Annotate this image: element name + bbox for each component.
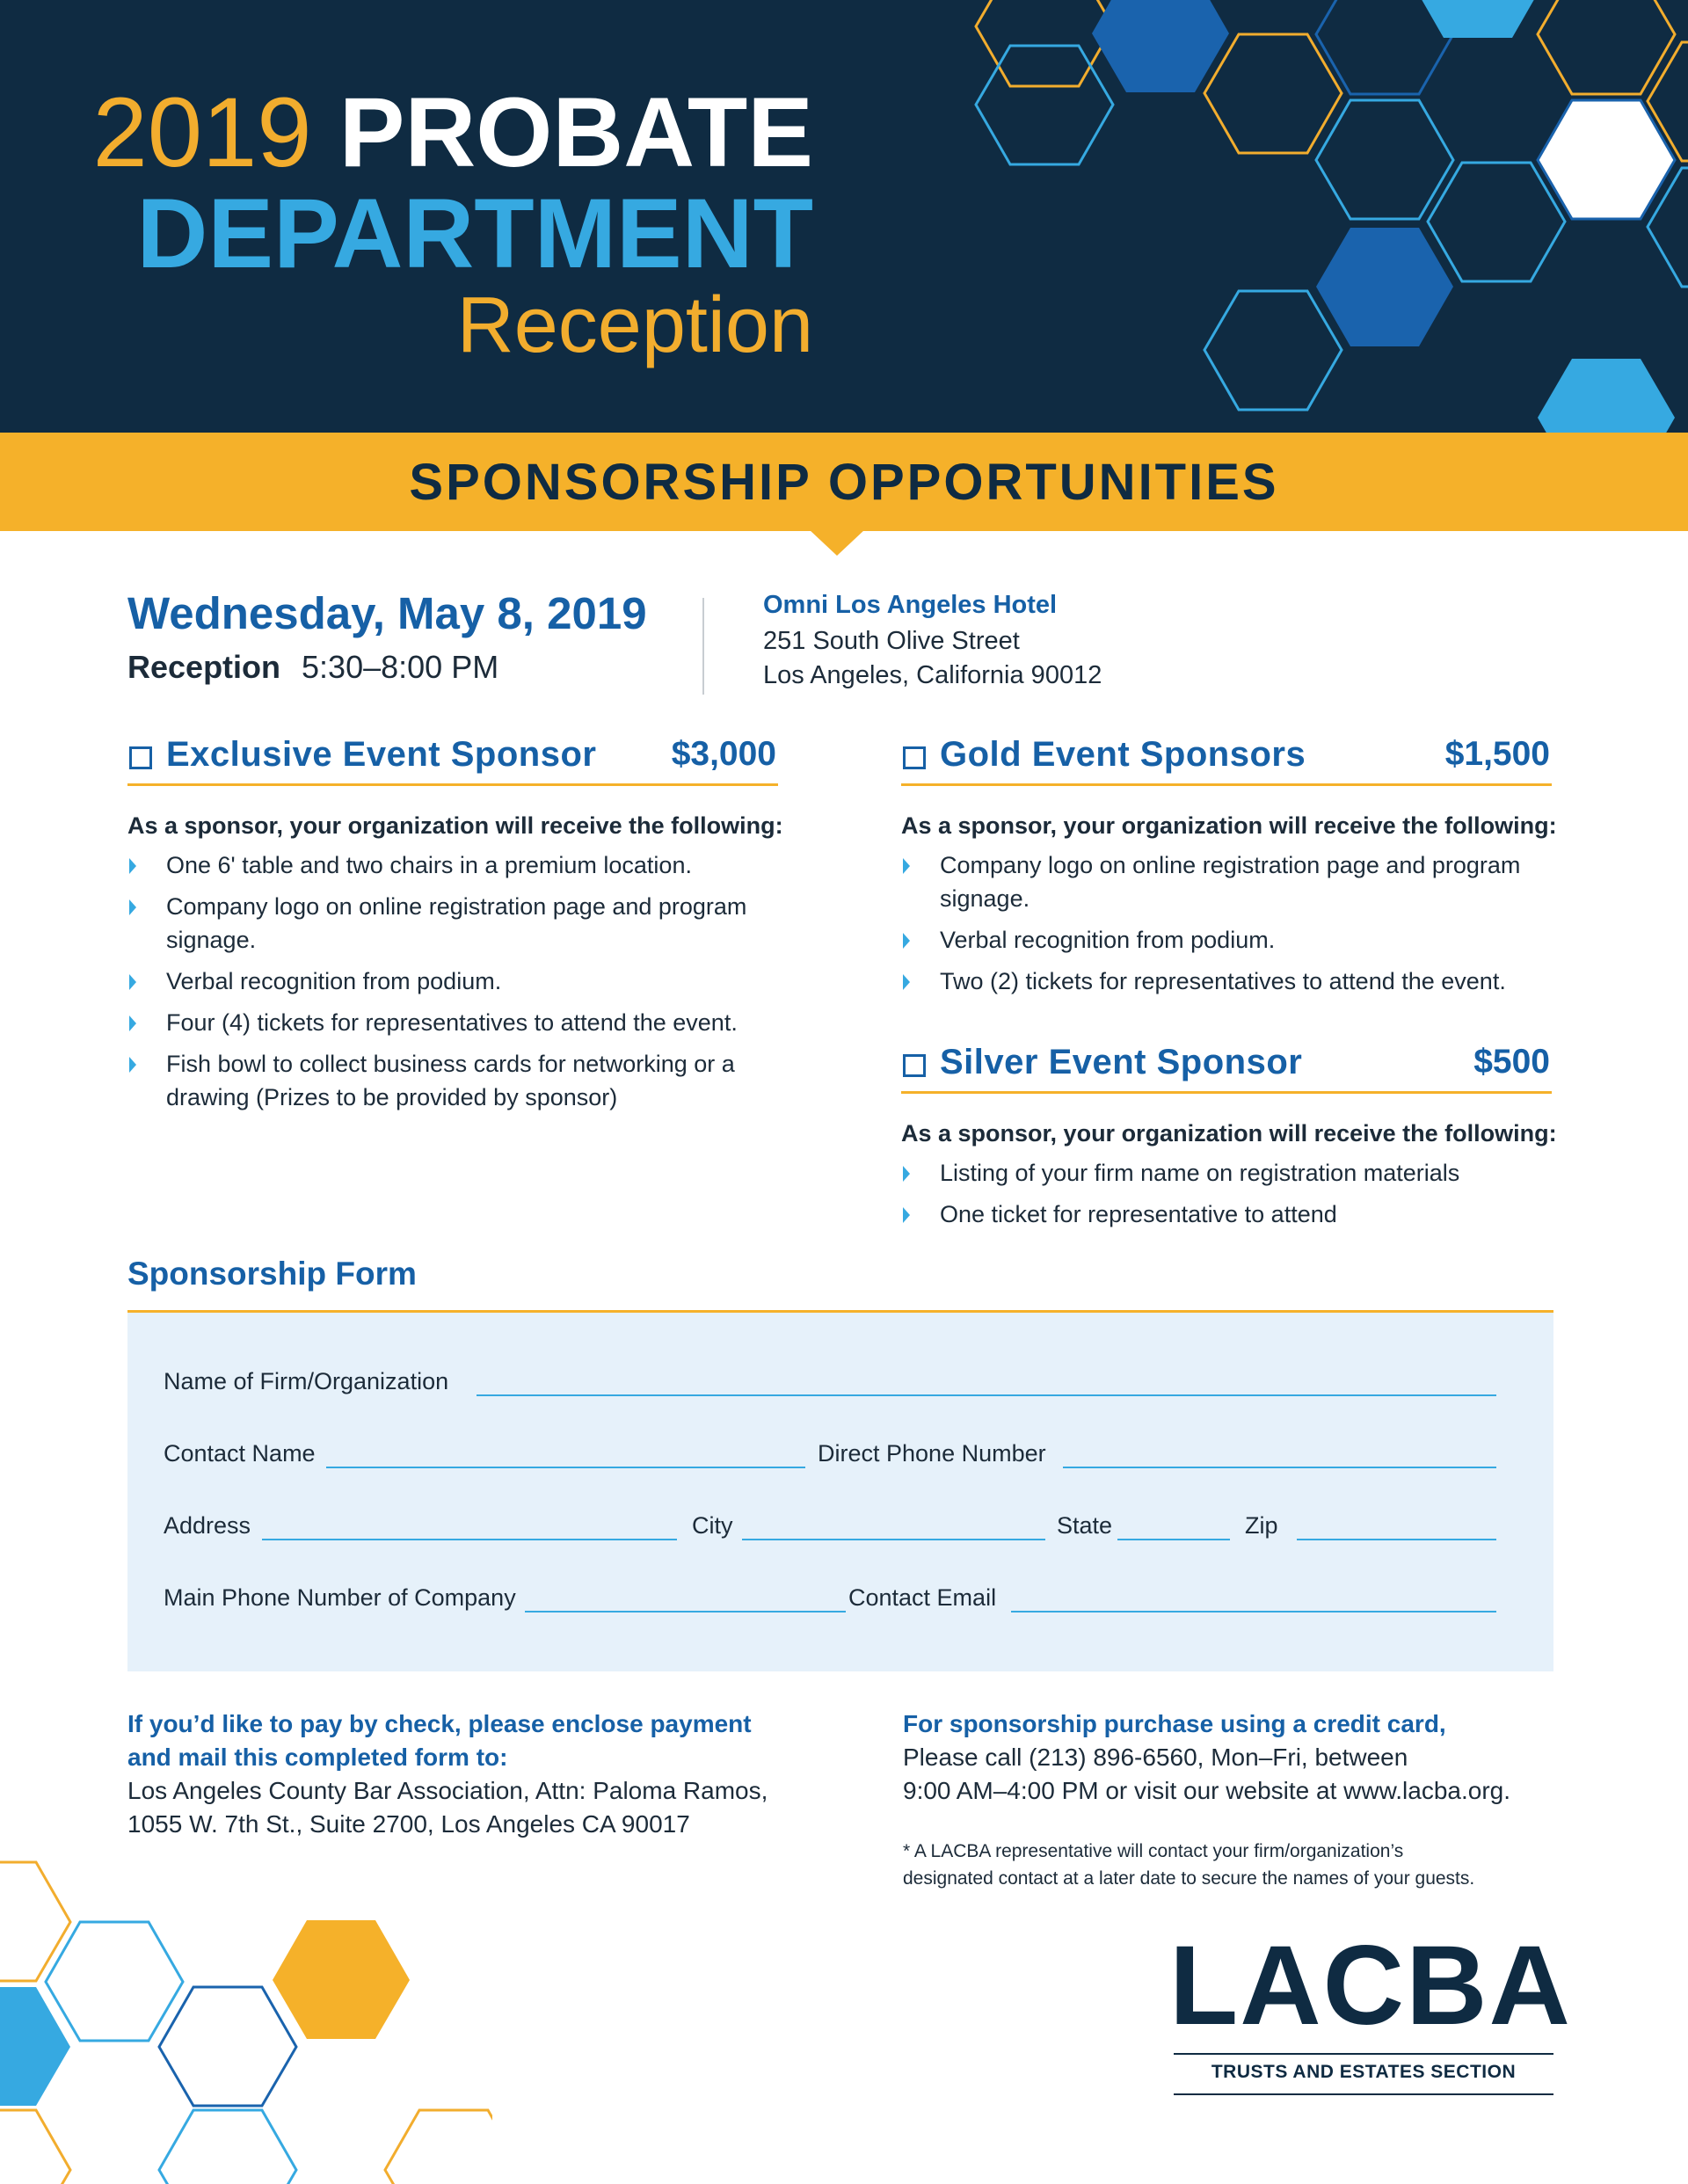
exclusive-checkbox[interactable] [129,746,152,769]
bullet-icon [903,1166,910,1182]
reception-time-line [127,649,498,686]
benefit-item [901,923,1552,957]
bullet-icon [129,974,136,990]
venue-city: Los Angeles, California 90012 [763,661,1102,689]
reception-label: Reception [127,649,281,685]
tier-gold-name: Gold Event Sponsors [940,735,1306,774]
card-heading: For sponsorship purchase using a credit card, [903,1710,1446,1737]
bullet-icon [129,858,136,874]
benefit-text: One 6' table and two chairs in a premium location. [166,852,692,878]
hexagon-top-12 [1204,291,1342,410]
event-date: Wednesday, May 8, 2019 [127,588,647,638]
venue-street: 251 South Olive Street [763,627,1020,655]
logo-subtitle: TRUSTS AND ESTATES SECTION [1211,2062,1517,2082]
contact-name-label: Contact Name [164,1440,316,1467]
bullet-icon [129,1057,136,1073]
benefit-text: Verbal recognition from podium. [940,927,1276,953]
address-input[interactable] [262,1539,677,1540]
check-heading-1: If you’d like to pay by check, please enclose payment [127,1710,752,1737]
hexagon-bottom-6 [0,2110,70,2184]
main-phone-input[interactable] [525,1611,846,1613]
tier-silver-price: $500 [1473,1043,1550,1081]
card-line-2: 9:00 AM–4:00 PM or visit our website at www.lacba.org. [903,1777,1510,1804]
state-input[interactable] [1117,1539,1230,1540]
tier-silver-benefits [901,1156,1552,1231]
hexagon-pattern-bottom [0,1838,492,2184]
bullet-icon [129,1016,136,1031]
bullet-icon [903,858,910,874]
benefit-text: Four (4) tickets for representatives to attend the event. [166,1009,738,1036]
logo-rule-top [1174,2053,1553,2055]
silver-checkbox[interactable] [903,1054,926,1077]
contact-name-input[interactable] [326,1467,805,1468]
benefit-text: Two (2) tickets for representatives to attend the event. [940,968,1506,994]
venue-name: Omni Los Angeles Hotel [763,591,1058,619]
benefit-item [127,848,778,882]
firm-label: Name of Firm/Organization [164,1368,449,1394]
hexagon-bottom-4 [273,1920,410,2039]
hexagon-bottom-1 [0,1862,70,1981]
tier-exclusive-benefits [127,848,778,1114]
check-heading-2: and mail this completed form to: [127,1744,508,1771]
hexagon-bottom-2 [46,1922,183,2041]
banner-pointer [809,529,865,556]
benefit-item [127,1047,778,1114]
benefit-item [901,848,1552,915]
tier-silver-header [901,1043,1552,1094]
bullet-icon [903,1207,910,1223]
contact-email-input[interactable] [1011,1611,1496,1613]
zip-label: Zip [1245,1512,1278,1539]
title-reception: Reception [456,281,813,369]
form-title: Sponsorship Form [127,1256,417,1292]
hexagon-top-9 [1538,100,1675,219]
tier-gold-intro: As a sponsor, your organization will receive the following: [901,812,1557,839]
reception-time: 5:30–8:00 PM [302,649,499,685]
state-label: State [1057,1512,1113,1539]
sponsorship-form [127,1313,1553,1671]
title-line-1 [92,77,813,187]
zip-input[interactable] [1297,1539,1496,1540]
city-label: City [692,1512,733,1539]
benefit-item [901,965,1552,998]
tier-gold-benefits [901,848,1552,998]
benefit-text: Verbal recognition from podium. [166,968,502,994]
bullet-icon [903,974,910,990]
benefit-item [127,1006,778,1039]
bullet-icon [903,933,910,949]
city-input[interactable] [742,1539,1045,1540]
hexagon-top-8 [1316,100,1453,219]
hexagon-top-13 [1538,359,1675,433]
tier-exclusive-price: $3,000 [671,735,776,773]
title-department: DEPARTMENT [136,178,813,288]
tier-silver-intro: As a sponsor, your organization will receive the following: [901,1120,1557,1147]
hexagon-bottom-7 [159,2110,296,2184]
check-address-1: Los Angeles County Bar Association, Attn: Paloma Ramos, [127,1777,768,1804]
check-address-2: 1055 W. 7th St., Suite 2700, Los Angeles CA 90017 [127,1810,690,1838]
benefit-item [127,965,778,998]
tier-gold-header [901,735,1552,786]
hexagon-bottom-8 [385,2110,492,2184]
logo-rule-bottom [1174,2093,1553,2095]
benefit-item [901,1198,1552,1231]
tier-gold-price: $1,500 [1444,735,1550,773]
contact-email-label: Contact Email [848,1584,997,1611]
footnote-line-2: designated contact at a later date to secure the names of your guests. [903,1868,1475,1889]
direct-phone-label: Direct Phone Number [818,1440,1046,1467]
lacba-logo: LACBA [1169,1923,1572,2049]
hexagon-bottom-5 [159,1987,296,2106]
hexagon-top-10 [1428,163,1565,281]
banner-title: SPONSORSHIP OPPORTUNITIES [409,454,1279,511]
gold-checkbox[interactable] [903,746,926,769]
hexagon-top-11 [1316,228,1453,346]
tier-silver-name: Silver Event Sponsor [940,1043,1303,1081]
footnote [903,1838,1474,1892]
vertical-divider [702,598,704,695]
hexagon-top-1 [976,0,1113,86]
benefit-text: Company logo on online registration page and program signage. [940,852,1521,912]
benefit-text: Listing of your firm name on registration materials [940,1160,1460,1186]
benefit-item [127,890,778,957]
benefit-text: Fish bowl to collect business cards for networking or a drawing (Prizes to be provided by sponsor) [166,1051,735,1110]
hexagon-top-6 [1409,0,1546,38]
direct-phone-input[interactable] [1063,1467,1496,1468]
tier-exclusive-header [127,735,778,786]
benefit-item [901,1156,1552,1190]
hexagon-top-7 [1538,0,1675,94]
header-section [0,0,1688,433]
card-line-1: Please call (213) 896-6560, Mon–Fri, between [903,1744,1408,1771]
tier-exclusive [127,735,783,1122]
main-phone-label: Main Phone Number of Company [164,1584,516,1611]
tier-silver [901,1043,1557,1239]
benefit-text: Company logo on online registration page and program signage. [166,893,747,953]
hexagon-top-4 [1204,34,1342,153]
benefit-text: One ticket for representative to attend [940,1201,1337,1227]
footnote-line-1: * A LACBA representative will contact your firm/organization’s [903,1841,1404,1861]
tier-gold [901,735,1557,1006]
firm-input[interactable] [477,1394,1496,1396]
title-year: 2019 [92,77,312,187]
tier-exclusive-intro: As a sponsor, your organization will receive the following: [127,812,783,839]
address-label: Address [164,1512,251,1539]
title-probate: PROBATE [338,77,813,187]
bullet-icon [129,899,136,915]
hexagon-top-3 [1092,0,1229,92]
tier-exclusive-name: Exclusive Event Sponsor [166,735,597,774]
